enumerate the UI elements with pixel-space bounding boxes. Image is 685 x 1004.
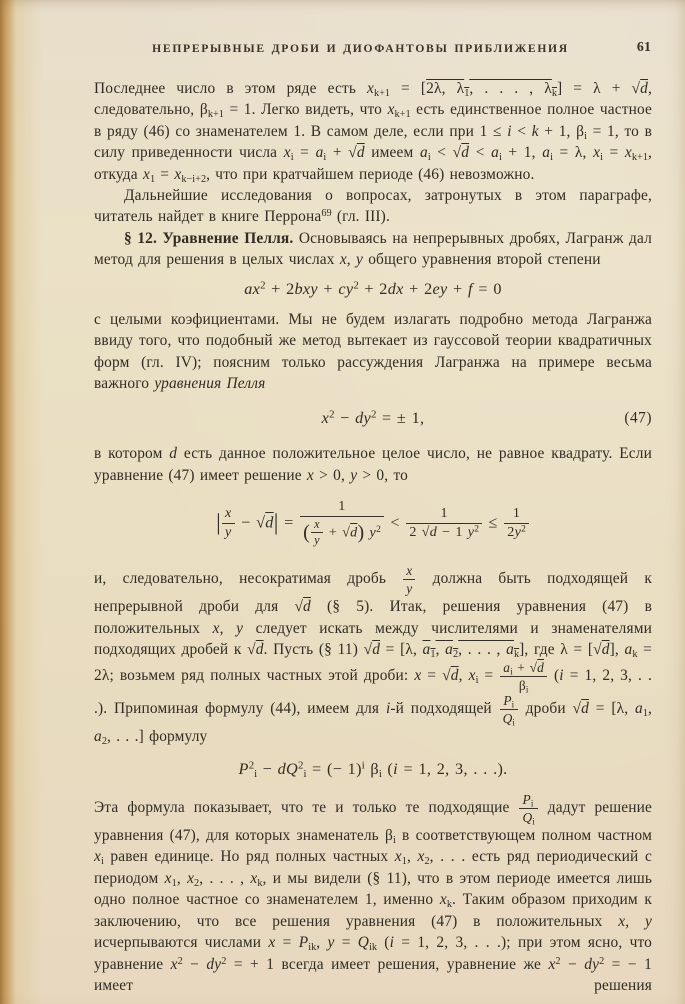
formula-approximation-inequality: | $\frac{x}{y}$ − √d| = 1 ( $\frac{x}{y}$ + √d) $y^2$ < $\frac{1}{2 √d - 1 y^2}$ ≤ $\frac{1}{2y^2}$ (94, 499, 652, 548)
pell-equation-body: $x^2 - dy^2$ = ± 1, (321, 408, 425, 427)
running-header (94, 36, 652, 53)
page-number: 61 (636, 39, 651, 54)
paragraph-last-number: Последнее число в этом ряде есть $x_{k+1} = [2\lambda$, $\lambda_1$, . . . , $\lambda_k] = \lambda + √d$, следовательно, $\beta_{k+1} = 1$. Легко видеть, что $x_{k+1}$ есть единственное полное частное в ряду (46) со знаменателем 1. В самом деле, если при 1 ≤ i < k + 1, $\beta_i = 1$, то в силу приведенности числа $x_i = a_i + √d$ имеем $a_i < √d < a_i + 1$, $a_i = \lambda$, $x_i = x_{k+1}$, откуда $x_1 = x_{k-i+2}$, что при кратчайшем периоде (46) невозможно. (94, 80, 653, 185)
paragraph-lagrange-method: с целыми коэфициентами. Мы не будем излагать подробно метода Лагранжа ввиду того, что подобный же метод вытекает из гауссовой теории квадратичных форм (гл. IV); поясним только рассуждения Лагранжа на примере весьма важного уравнения Пелля (94, 311, 652, 393)
paragraph-d-condition: в котором d есть данное положительное целое число, не равное квадрату. Если уравнение (47) имеет решение x > 0, y > 0, то (94, 445, 652, 484)
formula-pell-equation (94, 408, 652, 429)
header-title: НЕПРЕРЫВНЫЕ ДРОБИ И ДИОФАНТОВЫ ПРИБЛИЖЕНИЯ (152, 42, 569, 55)
formula-pq-relation: $P^2_i - dQ^2_i$ = (− 1)$^i$ $\beta_i$ (i = 1, 2, 3, . . .). (238, 759, 508, 780)
equation-number-47: (47) (624, 409, 652, 427)
paragraph-convergents: и, следовательно, несократимая дробь $\frac{x}{y}$ должна быть подходящей к непрерывной дроби для √d (§ 5). Итак, решения уравнения (47) в положительных x, y следует искать между числителями и знаменателями подходящих дробей к √d. Пусть (§ 11) √d = [λ, $a_1$, $a_2$, . . . , $a_k$], где λ = [√d], $a_k = 2\lambda$; возьмем ряд полных частных этой дроби: x = √d, $x_i$ = $\frac{a_i + √d}{\beta_i}$ (i = 1, 2, 3, . . .). Припоминая формулу (44), имеем для i-й подходящей $\frac{P_i}{Q_i}$ дроби √d = [λ, $a_1$, $a_2$, . . .] формулу (94, 563, 653, 748)
paragraph-conclusion: Эта формула показывает, что те и только те подходящие $\frac{P_i}{Q_i}$ дадут решение уравнения (47), для которых знаменатель $\beta_i$ в соответствующем полном частном $x_i$ равен единице. Но ряд полных частных $x_1$, $x_2$, . . . есть ряд периодический с периодом $x_1$, $x_2$, . . . , $x_k$, и мы видели (§ 11), что в этом периоде имеется лишь одно полное частное со знаменателем 1, именно $x_k$. Таким образом приходим к заключению, что все решения уравнения (47) в положительных x, y исчерпываются числами $x = P_{ik}$, $y = Q_{ik}$ (i = 1, 2, 3, . . .); при этом ясно, что уравнение $x^2 - dy^2$ = + 1 всегда имеет решения, уравнение же $x^2 - dy^2$ = − 1 имеет решения (94, 792, 653, 994)
paragraph-section-12-pell: § 12. Уравнение Пелля. Основываясь на непрерывных дробях, Лагранж дал метод для решения в целых числах x, y общего уравнения второй степени (94, 229, 652, 269)
text-column (94, 36, 652, 996)
formula-general-quadratic: $ax^2 + 2bxy + cy^2 + 2dx + 2ey + f = 0$ (244, 279, 502, 298)
paragraph-perron-note: Дальнейшие исследования о вопросах, затронутых в этом параграфе, читатель найдет в книге Перрона$^{69}$ (гл. III). (94, 187, 652, 226)
